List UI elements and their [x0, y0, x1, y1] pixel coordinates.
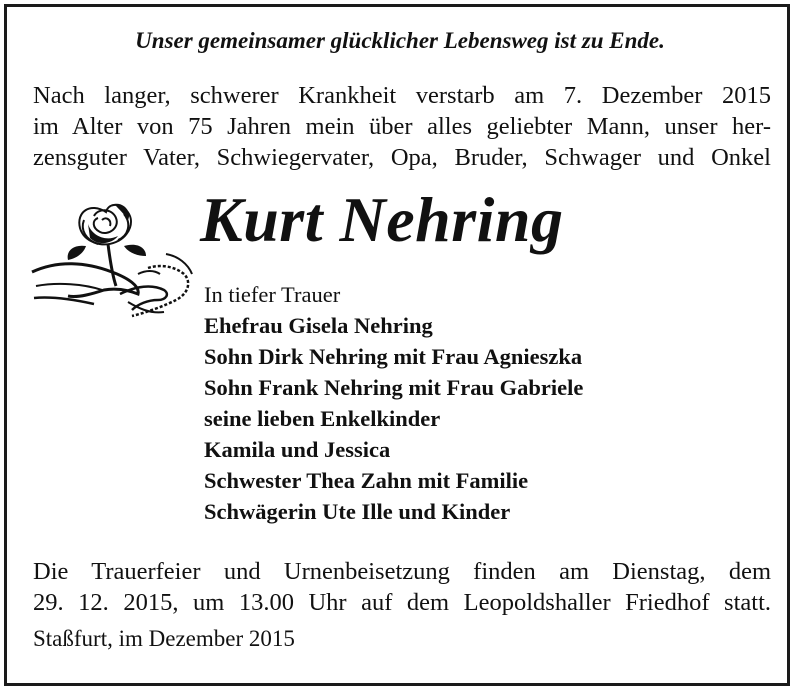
mourning-intro: In tiefer Trauer	[204, 282, 341, 307]
intro-line-1: Nach langer, schwerer Krankheit verstarb am 7. Dezember 2015	[33, 82, 771, 109]
mourner-line: Ehefrau Gisela Nehring	[204, 313, 433, 338]
intro-line-2: im Alter von 75 Jahren mein über alles geliebter Mann, unser her-	[33, 113, 771, 140]
mourner-line: seine lieben Enkelkinder	[204, 406, 441, 431]
service-line-2: 29. 12. 2015, um 13.00 Uhr auf dem Leopoldshaller Friedhof statt.	[33, 589, 771, 616]
service-info	[33, 556, 771, 618]
mourner-line: Schwester Thea Zahn mit Familie	[204, 468, 529, 493]
mourner-line: Schwägerin Ute Ille und Kinder	[204, 499, 511, 524]
intro-line-3: zensguter Vater, Schwiegervater, Opa, Bruder, Schwager und Onkel	[33, 144, 771, 171]
headline: Unser gemeinsamer glücklicher Lebensweg ist zu Ende.	[135, 28, 665, 53]
mourner-line: Sohn Dirk Nehring mit Frau Agnieszka	[204, 344, 583, 369]
mourner-line: Kamila und Jessica	[204, 437, 391, 462]
intro-text	[33, 80, 771, 173]
service-line-1: Die Trauerfeier und Urnenbeisetzung finden am Dienstag, dem	[33, 558, 771, 585]
rose-in-hands-icon	[28, 190, 198, 330]
deceased-name: Kurt Nehring	[200, 184, 564, 255]
mourner-line: Sohn Frank Nehring mit Frau Gabriele	[204, 375, 584, 400]
place-and-date: Staßfurt, im Dezember 2015	[33, 626, 295, 651]
mourners-block	[204, 279, 583, 527]
